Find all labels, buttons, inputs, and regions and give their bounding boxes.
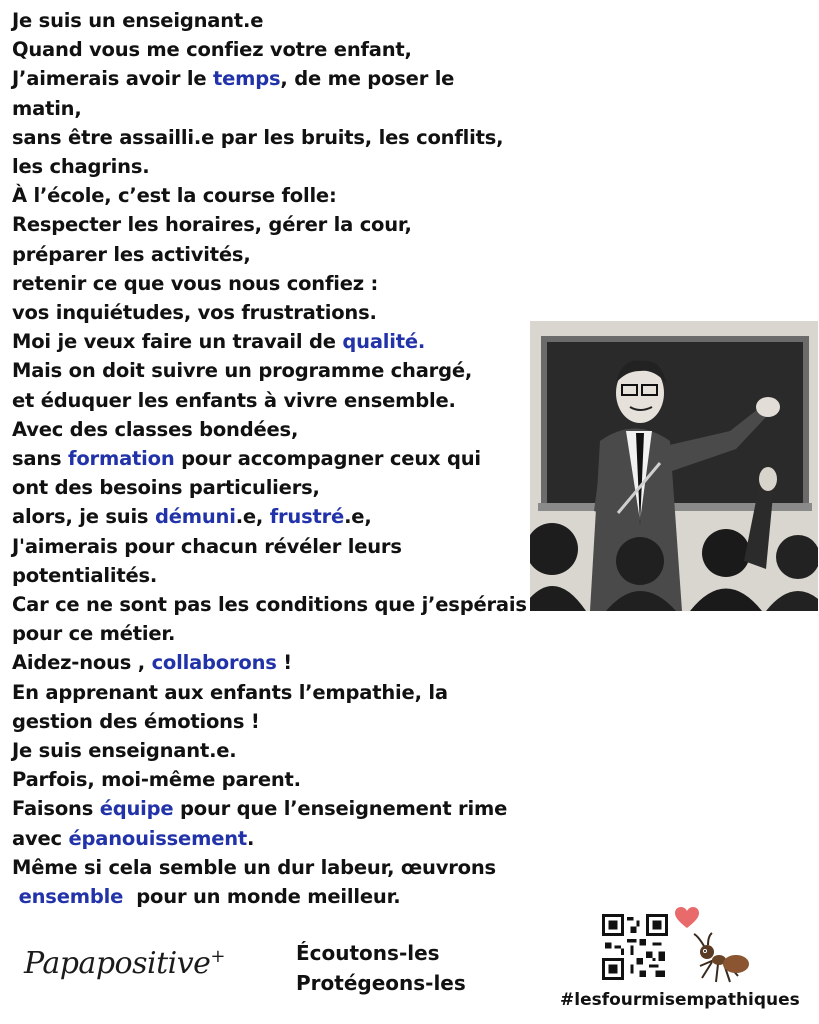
poem-line <box>12 590 532 619</box>
poem-line <box>12 882 532 911</box>
poem-segment: gestion des émotions ! <box>12 709 260 733</box>
poem-line <box>12 765 532 794</box>
slogan-line-2: Protégeons-les <box>296 971 466 995</box>
poem-line <box>12 35 532 64</box>
qr-code-icon <box>602 914 668 980</box>
poem-segment: Avec des classes bondées, <box>12 417 299 441</box>
poem-segment: Je suis enseignant.e. <box>12 739 237 763</box>
poem-segment: J’aimerais avoir le <box>12 67 213 91</box>
poem-line <box>12 444 532 473</box>
poem-segment: potentialités. <box>12 563 158 587</box>
poem-segment: les chagrins. <box>12 155 150 179</box>
poem-line <box>12 794 532 823</box>
poem-line <box>12 210 532 239</box>
poem-segment: sans être assailli.e par les bruits, les conflits, <box>12 125 504 149</box>
poem-segment: pour accompagner ceux qui <box>174 447 481 471</box>
poem-line <box>12 736 532 765</box>
poem-segment: préparer les activités, <box>12 242 251 266</box>
poem-line <box>12 269 532 298</box>
poem-segment: ! <box>276 651 292 675</box>
poem-line <box>12 648 532 677</box>
poem-segment: et éduquer les enfants à vivre ensemble. <box>12 388 456 412</box>
brand-mark: + <box>210 946 226 967</box>
poem-segment: Aidez-nous , <box>12 651 152 675</box>
poem-segment: Respecter les horaires, gérer la cour, <box>12 213 412 237</box>
poem-line <box>12 502 532 531</box>
poem-line <box>12 473 532 502</box>
poem-segment: vos inquiétudes, vos frustrations. <box>12 301 377 325</box>
poem-segment: En apprenant aux enfants l’empathie, la <box>12 680 448 704</box>
heart-icon <box>674 906 700 930</box>
poem-segment: Car ce ne sont pas les conditions que j’espérais <box>12 593 527 617</box>
highlighted-word: démuni <box>154 505 236 529</box>
poem-segment: sans <box>12 447 69 471</box>
teacher-illustration <box>530 321 818 611</box>
hashtag: #lesfourmisempathiques <box>560 990 800 1010</box>
poem-segment: . <box>247 826 255 850</box>
poem-segment: Faisons <box>12 797 100 821</box>
poem-line <box>12 415 532 444</box>
poem-segment: Mais on doit suivre un programme chargé, <box>12 359 473 383</box>
poem-segment: ont des besoins particuliers, <box>12 476 320 500</box>
highlighted-word: qualité. <box>342 330 426 354</box>
poem-segment: Parfois, moi-même parent. <box>12 768 301 792</box>
poem-line <box>12 561 532 590</box>
poem-segment: pour que l’enseignement rime <box>173 797 508 821</box>
poem-segment: .e, <box>235 505 270 529</box>
poem-line <box>12 853 532 882</box>
poem-segment: Je suis un enseignant.e <box>12 9 264 32</box>
poem-segment: retenir ce que vous nous confiez : <box>12 271 379 295</box>
poem-segment <box>12 885 19 908</box>
poem-line <box>12 678 532 707</box>
poem-segment: pour ce métier. <box>12 622 176 646</box>
poem-line <box>12 123 532 152</box>
poem-line <box>12 619 532 648</box>
slogan-line-1: Écoutons-les <box>296 941 440 965</box>
poem-line <box>12 356 532 385</box>
slogan <box>296 938 466 998</box>
poem-segment: .e, <box>344 505 372 529</box>
brand-logo <box>24 946 225 981</box>
highlighted-word: temps <box>212 67 281 91</box>
poem-segment: , de me poser le <box>280 67 455 91</box>
poem-segment: matin, <box>12 96 82 120</box>
poem-segment: pour un monde meilleur. <box>123 885 401 909</box>
poem-segment: Moi je veux faire un travail de <box>12 330 343 354</box>
poem-line <box>12 824 532 853</box>
poem-line <box>12 386 532 415</box>
poem-line <box>12 532 532 561</box>
poem-line <box>12 707 532 736</box>
highlighted-word: épanouissement <box>68 826 248 850</box>
highlighted-word: ensemble <box>18 885 124 909</box>
poem-line <box>12 240 532 269</box>
poem-line <box>12 181 532 210</box>
ant-icon <box>690 932 752 988</box>
highlighted-word: frustré <box>269 505 345 529</box>
poem-line <box>12 152 532 181</box>
highlighted-word: équipe <box>99 797 174 821</box>
poem-line <box>12 94 532 123</box>
poem-segment: À l’école, c’est la course folle: <box>12 184 337 208</box>
poem-line <box>12 298 532 327</box>
poem-segment: Quand vous me confiez votre enfant, <box>12 38 412 62</box>
highlighted-word: formation <box>68 447 175 471</box>
poem-line <box>12 6 532 35</box>
poem-segment: avec <box>12 826 69 850</box>
highlighted-word: collaborons <box>151 651 277 675</box>
poem-segment: alors, je suis <box>12 505 155 529</box>
poem-text <box>12 6 532 911</box>
poem-segment: J'aimerais pour chacun révéler leurs <box>12 534 402 558</box>
poem-line <box>12 64 532 93</box>
poem-line <box>12 327 532 356</box>
brand-name: Papapositive <box>24 946 211 981</box>
poem-segment: Même si cela semble un dur labeur, œuvrons <box>12 855 496 879</box>
